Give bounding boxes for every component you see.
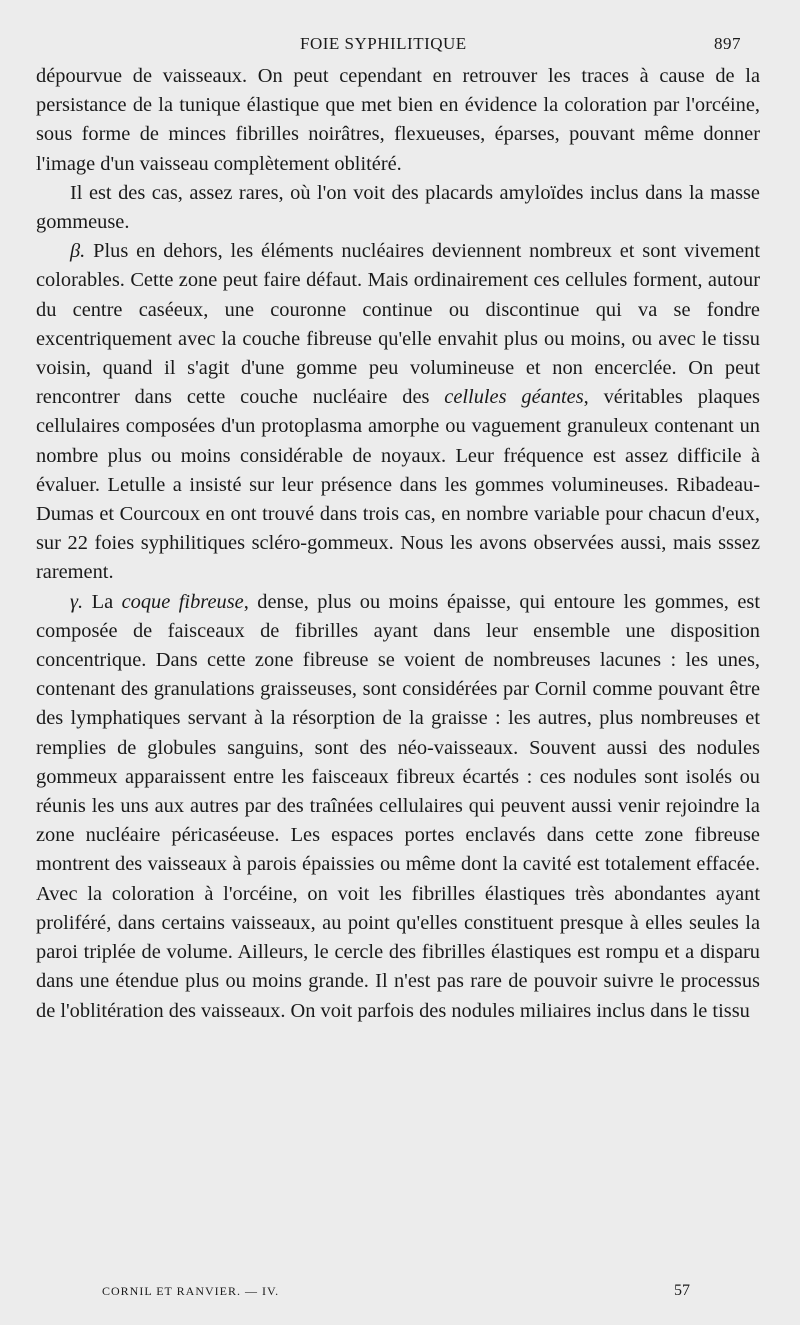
paragraph-4-text-a: La	[83, 590, 122, 613]
paragraph-3-text-a: Plus en dehors, les éléments nucléaires deviennent nombreux et sont vivement colorables. Cette zone peut faire défaut. Mais ordinairement ces cellules forment, autour du centre caséeux, une couronne continue ou discontinue qui va se fondre excentriquement avec la couche fibreuse qu'elle envahit plus ou moins, ou avec le tissu voisin, quand il s'agit d'une gomme peu volumineuse et non encerclée. On peut rencontrer dans cette couche nucléaire des	[36, 240, 760, 409]
section-marker-gamma: γ.	[70, 590, 84, 613]
page-number: 897	[714, 34, 741, 53]
paragraph-4-text-b: , dense, plus ou moins épaisse, qui entoure les gommes, est composée de faisceaux de fibrilles ayant dans leur ensemble une disposition concentrique. Dans cette zone fibreuse se voient de nombreuses lacunes : les unes, contenant des granulations graisseuses, sont considérées par Cornil comme pouvant être des lymphatiques servant à la résorption de la graisse : les autres, plus nombreuses et remplies de globules sanguins, sont des néo-vaisseaux. Souvent aussi des nodules gommeux apparaissent entre les faisceaux fibreux écartés : ces nodules sont isolés ou réunis les uns aux autres par des traînées cellulaires qui peuvent aussi venir rejoindre la zone nucléaire péricaséeuse. Les espaces portes enclavés dans cette zone fibreuse montrent des vaisseaux à parois épaissies ou même dont la cavité est totalement effacée. Avec la coloration à l'orcéine, on voit les fibrilles élastiques très abondantes ayant proliféré, dans certains vaisseaux, au point qu'elles constituent presque à elles seules la paroi triplée de volume. Ailleurs, le cercle des fibrilles élastiques est rompu et a disparu dans une étendue plus ou moins grande. Il n'est pas rare de pouvoir suivre le processus de l'oblitération des vaisseaux. On voit parfois des nodules miliaires inclus dans le tissu	[36, 590, 760, 1022]
page-footer	[0, 1282, 800, 1302]
body-text	[36, 62, 760, 1026]
paragraph-1: dépourvue de vaisseaux. On peut cependant en retrouver les traces à cause de la persistance de la tunique élastique que met bien en évidence la coloration par l'orcéine, sous forme de minces fibrilles noirâtres, flexueuses, éparses, pouvant même donner l'image d'un vaisseau complètement oblitéré.	[36, 65, 760, 175]
section-marker-beta: β.	[70, 240, 86, 263]
paragraph-2: Il est des cas, assez rares, où l'on voit des placards amyloïdes inclus dans la masse gommeuse.	[36, 181, 760, 234]
term-cellules-geantes: cellules géantes	[444, 386, 584, 409]
paragraph-3	[36, 237, 760, 587]
running-head	[0, 34, 800, 56]
printer-signature: CORNIL ET RANVIER. — IV.	[102, 1284, 280, 1298]
sheet-number: 57	[674, 1282, 690, 1299]
paragraph-3-text-b: , véritables plaques cellulaires composées d'un protoplasma amorphe ou vaguement granuleux contenant un nombre plus ou moins considérable de noyaux. Leur fréquence est assez difficile à évaluer. Letulle a insisté sur leur présence dans les gommes volumineuses. Ribadeau-Dumas et Courcoux en ont trouvé dans trois cas, en nombre variable pour chacun d'eux, sur 22 foies syphilitiques scléro-gommeux. Nous les avons observées aussi, mais sssez rarement.	[36, 386, 760, 584]
term-coque-fibreuse: coque fibreuse	[121, 590, 244, 613]
page-title: FOIE SYPHILITIQUE	[300, 34, 467, 53]
paragraph-4	[36, 588, 760, 1026]
